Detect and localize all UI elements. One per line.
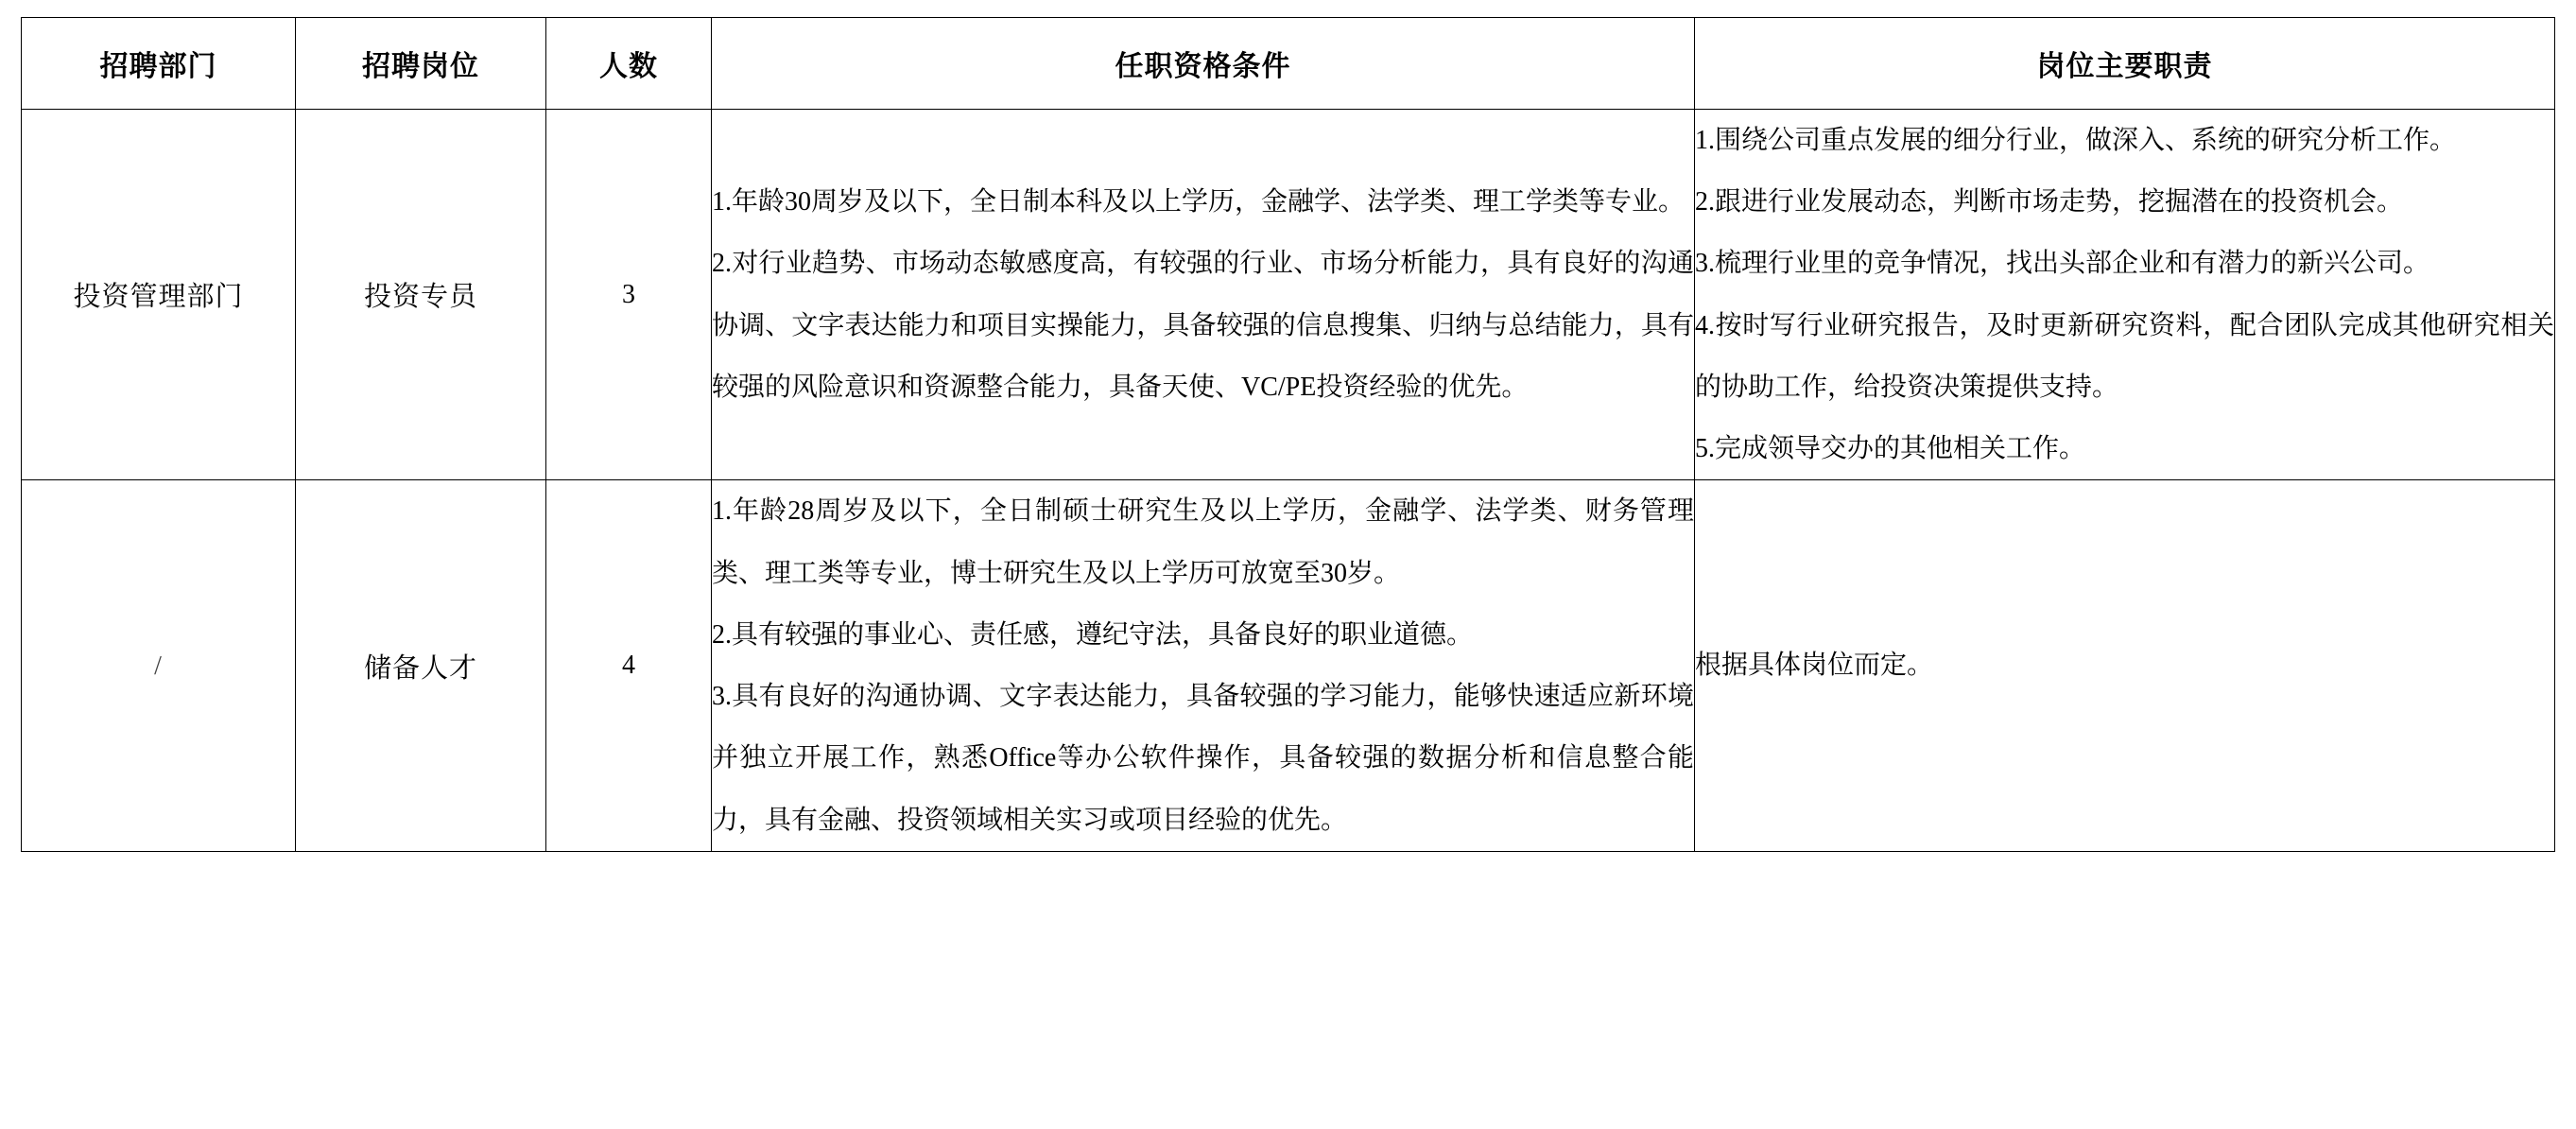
cell-position: 投资专员 bbox=[296, 110, 546, 480]
cell-qualifications bbox=[712, 480, 1695, 851]
column-header-position: 招聘岗位 bbox=[296, 18, 546, 110]
qualification-item: 1.年龄30周岁及以下，全日制本科及以上学历，金融学、法学类、理工学类等专业。 bbox=[712, 187, 1686, 217]
qualification-item: 3.具有良好的沟通协调、文字表达能力，具备较强的学习能力，能够快速适应新环境并独立开展工作，熟悉Office等办公软件操作，具备较强的数据分析和信息整合能力，具有金融、投资领域相关实习或项目经验的优先。 bbox=[712, 682, 1694, 835]
duty-item: 5.完成领导交办的其他相关工作。 bbox=[1695, 434, 2086, 464]
duty-item: 根据具体岗位而定。 bbox=[1695, 651, 1934, 681]
column-header-department: 招聘部门 bbox=[22, 18, 296, 110]
table-body bbox=[22, 110, 2555, 852]
cell-qualifications bbox=[712, 110, 1695, 480]
duty-item: 1.围绕公司重点发展的细分行业，做深入、系统的研究分析工作。 bbox=[1695, 126, 2457, 155]
cell-count: 3 bbox=[546, 110, 712, 480]
qualification-item: 1.年龄28周岁及以下，全日制硕士研究生及以上学历，金融学、法学类、财务管理类、理工类等专业，博士研究生及以上学历可放宽至30岁。 bbox=[712, 496, 1694, 588]
cell-duties bbox=[1695, 480, 2555, 851]
column-header-qualifications: 任职资格条件 bbox=[712, 18, 1695, 110]
cell-position: 储备人才 bbox=[296, 480, 546, 851]
empty-value: / bbox=[154, 651, 163, 681]
duty-item: 3.梳理行业里的竞争情况，找出头部企业和有潜力的新兴公司。 bbox=[1695, 249, 2430, 279]
table-row bbox=[22, 110, 2555, 480]
column-header-count: 人数 bbox=[546, 18, 712, 110]
table-row bbox=[22, 480, 2555, 851]
table-header bbox=[22, 18, 2555, 110]
cell-count: 4 bbox=[546, 480, 712, 851]
recruitment-table bbox=[21, 17, 2555, 852]
qualification-item: 2.具有较强的事业心、责任感，遵纪守法，具备良好的职业道德。 bbox=[712, 619, 1474, 650]
cell-duties bbox=[1695, 110, 2555, 480]
table-header-row bbox=[22, 18, 2555, 110]
qualification-item: 2.对行业趋势、市场动态敏感度高，有较强的行业、市场分析能力，具有良好的沟通协调、文字表达能力和项目实操能力，具备较强的信息搜集、归纳与总结能力，具有较强的风险意识和资源整合能力，具备天使、VC/PE投资经验的优先。 bbox=[712, 249, 1694, 402]
duty-item: 4.按时写行业研究报告，及时更新研究资料，配合团队完成其他研究相关的协助工作，给投资决策提供支持。 bbox=[1695, 310, 2554, 402]
cell-department: 投资管理部门 bbox=[22, 110, 296, 480]
cell-department bbox=[22, 480, 296, 851]
column-header-duties: 岗位主要职责 bbox=[1695, 18, 2555, 110]
duty-item: 2.跟进行业发展动态，判断市场走势，挖掘潜在的投资机会。 bbox=[1695, 187, 2404, 217]
